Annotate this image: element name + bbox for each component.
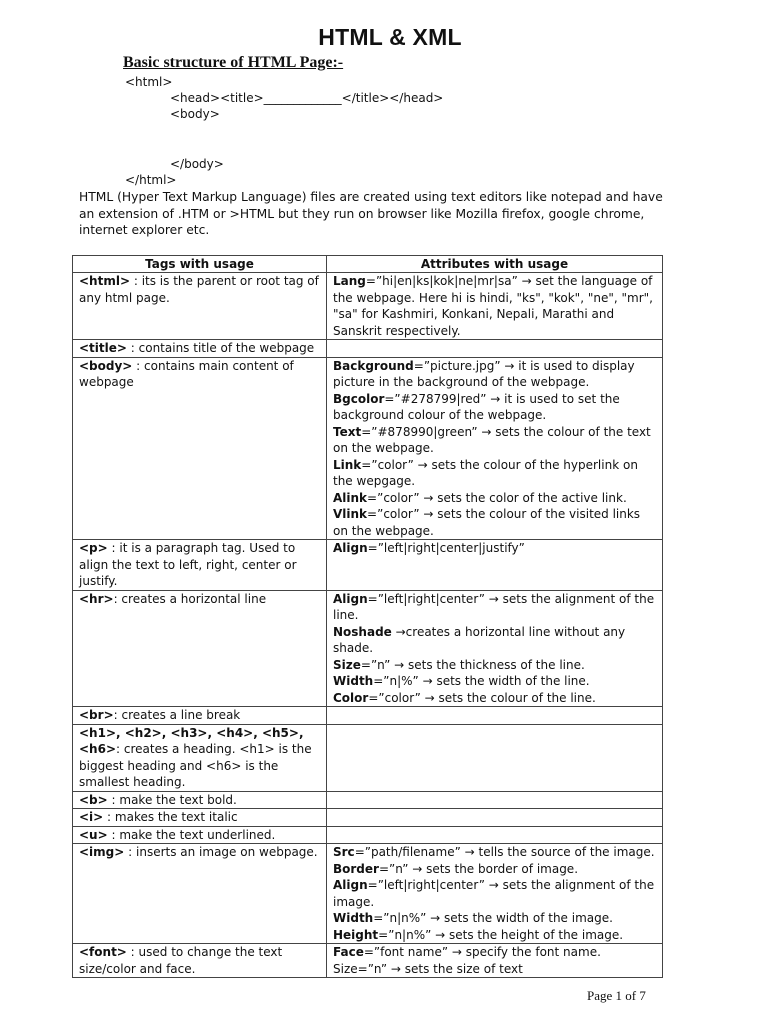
attribute-description: =”color” → sets the colour of the hyperlink on the wepgage. — [333, 457, 638, 488]
tag-name: <br> — [79, 708, 114, 722]
attribute-entry — [333, 424, 656, 457]
tag-cell — [73, 707, 327, 725]
attribute-description: =”#278799|red” → it is used to set the background colour of the webpage. — [333, 391, 620, 422]
code-line-body-open: <body> — [170, 107, 220, 121]
attribute-name: Color — [333, 690, 369, 705]
attribute-cell — [327, 844, 663, 944]
tag-cell — [73, 724, 327, 791]
tag-description: : creates a horizontal line — [113, 591, 267, 606]
table-row — [73, 844, 663, 944]
attribute-name: Vlink — [333, 507, 368, 521]
attribute-entry — [333, 624, 656, 657]
attribute-entry — [333, 457, 656, 490]
attribute-entry — [333, 861, 656, 878]
attribute-description: =”n” → sets the thickness of the line. — [360, 657, 585, 672]
tag-cell — [73, 340, 327, 358]
tag-name: <hr> — [79, 591, 114, 606]
tag-description: : creates a line break — [113, 708, 241, 722]
code-line-html-close: </html> — [125, 173, 177, 187]
attributes-column-header: Attributes with usage — [327, 256, 663, 273]
document-title: HTML & XML — [318, 24, 462, 50]
table-row — [73, 273, 663, 340]
tag-cell — [73, 809, 327, 827]
tag-name: <img> — [79, 845, 125, 859]
table-row — [73, 791, 663, 809]
tag-cell — [73, 590, 327, 707]
code-line-html-open: <html> — [125, 75, 173, 89]
attribute-name: Face — [333, 945, 364, 959]
attribute-cell — [327, 724, 663, 791]
tag-name: <b> — [79, 792, 108, 807]
attribute-description: =”n|%” → sets the width of the line. — [373, 674, 590, 688]
attribute-name: Height — [333, 927, 379, 942]
attribute-name: Width — [333, 911, 374, 925]
attribute-name: Border — [333, 861, 379, 876]
attribute-description: =”n|n%” → sets the width of the image. — [373, 911, 613, 925]
tag-cell — [73, 357, 327, 540]
attribute-cell — [327, 707, 663, 725]
attribute-description: =”left|right|center|justify” — [367, 541, 525, 555]
tags-column-header: Tags with usage — [73, 256, 327, 273]
tag-description: : make the text underlined. — [107, 827, 276, 842]
attribute-name: Src — [333, 845, 355, 859]
attribute-entry — [333, 506, 656, 539]
table-body — [73, 273, 663, 978]
attribute-entry — [333, 673, 656, 690]
attribute-entry — [333, 591, 656, 624]
attribute-entry — [333, 844, 656, 861]
tag-name: <title> — [79, 341, 127, 355]
tag-description: : used to change the text size/color and face. — [79, 945, 283, 976]
attribute-cell — [327, 357, 663, 540]
attribute-description: =”font name” → specify the font name. — [363, 945, 601, 959]
attribute-cell — [327, 826, 663, 844]
attribute-name: Align — [333, 591, 368, 606]
tag-name: <html> — [79, 274, 131, 288]
attribute-cell — [327, 273, 663, 340]
attribute-description: Size=”n” → sets the size of text — [333, 961, 523, 976]
attribute-description: =”color” → sets the colour of the visited links on the webpage. — [333, 507, 641, 538]
attribute-name: Text — [333, 424, 362, 439]
tag-description: : it is a paragraph tag. Used to align the text to left, right, center or justify. — [79, 541, 297, 588]
attribute-name: Width — [333, 674, 374, 688]
attribute-entry — [333, 961, 656, 978]
page-number: Page 1 of 7 — [587, 988, 646, 1003]
tag-description: : contains main content of webpage — [79, 358, 294, 389]
tag-name: <i> — [79, 810, 104, 824]
attribute-cell — [327, 809, 663, 827]
attribute-entry — [333, 877, 656, 910]
attribute-entry — [333, 690, 656, 707]
attribute-name: Bgcolor — [333, 391, 385, 406]
tag-cell — [73, 944, 327, 978]
code-line-body-close: </body> — [170, 157, 224, 171]
attribute-name: Lang — [333, 274, 366, 288]
tag-description: : inserts an image on webpage. — [124, 845, 318, 859]
table-row — [73, 809, 663, 827]
attribute-entry — [333, 657, 656, 674]
attribute-description: =”left|right|center” → sets the alignment of the image. — [333, 878, 655, 909]
tag-name: <h1>, <h2>, <h3>, <h4>, <h5>, <h6> — [79, 725, 304, 756]
tag-cell — [73, 273, 327, 340]
attribute-description: =”left|right|center” → sets the alignment of the line. — [333, 591, 655, 622]
attribute-description: =”color” → sets the color of the active link. — [367, 490, 627, 505]
tag-description: : make the text bold. — [107, 792, 237, 807]
tag-cell — [73, 540, 327, 591]
code-line-head: <head><title>_____________</title></head> — [170, 91, 444, 105]
section-heading: Basic structure of HTML Page:- — [123, 54, 344, 71]
attribute-name: Align — [333, 878, 368, 892]
table-row — [73, 590, 663, 707]
table-row — [73, 540, 663, 591]
attribute-description: =”n” → sets the border of image. — [378, 861, 579, 876]
attribute-entry — [333, 910, 656, 927]
attribute-name: Noshade — [333, 624, 392, 639]
table-row — [73, 340, 663, 358]
attribute-name: Alink — [333, 490, 368, 505]
tag-name: <body> — [79, 358, 133, 373]
table-row — [73, 707, 663, 725]
attribute-name: Align — [333, 541, 368, 555]
attribute-cell — [327, 944, 663, 978]
table-row — [73, 944, 663, 978]
attribute-name: Background — [333, 358, 414, 373]
attribute-entry — [333, 273, 656, 339]
table-row — [73, 826, 663, 844]
attribute-entry — [333, 540, 656, 557]
tag-description: : makes the text italic — [103, 810, 238, 824]
tag-name: <u> — [79, 827, 108, 842]
attribute-description: =”n|n%” → sets the height of the image. — [378, 927, 624, 942]
attribute-cell — [327, 791, 663, 809]
intro-paragraph: HTML (Hyper Text Markup Language) files are created using text editors like notepad and have an extension of .HTM or >HTML but they run on browser like Mozilla firefox, google chrome, internet explorer etc. — [79, 190, 663, 238]
attribute-name: Size — [333, 657, 361, 672]
attribute-entry — [333, 944, 656, 961]
attribute-entry — [333, 927, 656, 944]
tag-cell — [73, 844, 327, 944]
tag-cell — [73, 826, 327, 844]
attribute-description: =”color” → sets the colour of the line. — [368, 690, 596, 705]
attribute-description: =”picture.jpg” → it is used to display picture in the background of the webpage. — [333, 358, 635, 389]
tag-name: <p> — [79, 541, 108, 555]
tags-table — [72, 255, 663, 978]
tag-description: : contains title of the webpage — [126, 341, 315, 355]
tag-cell — [73, 791, 327, 809]
tag-name: <font> — [79, 945, 127, 959]
attribute-cell — [327, 340, 663, 358]
table-header-row — [73, 256, 663, 273]
attribute-description: =”#878990|green” → sets the colour of the text on the webpage. — [333, 424, 651, 455]
attribute-description: →creates a horizontal line without any shade. — [333, 624, 626, 655]
attribute-cell — [327, 540, 663, 591]
tag-description: : its is the parent or root tag of any html page. — [79, 274, 319, 305]
table-row — [73, 724, 663, 791]
attribute-entry — [333, 391, 656, 424]
attribute-name: Link — [333, 457, 362, 472]
attribute-description: =”hi|en|ks|kok|ne|mr|sa” → set the language of the webpage. Here hi is hindi, "ks", "kok", "ne", "mr", "sa" for Kashmiri, Konkani, Nepali, Marathi and Sanskrit respectively. — [333, 274, 653, 338]
tag-description: : creates a heading. <h1> is the biggest heading and <h6> is the smallest heading. — [79, 742, 312, 789]
attribute-entry — [333, 358, 656, 391]
attribute-entry — [333, 490, 656, 507]
table-row — [73, 357, 663, 540]
attribute-cell — [327, 590, 663, 707]
attribute-description: =”path/filename” → tells the source of the image. — [354, 845, 655, 859]
